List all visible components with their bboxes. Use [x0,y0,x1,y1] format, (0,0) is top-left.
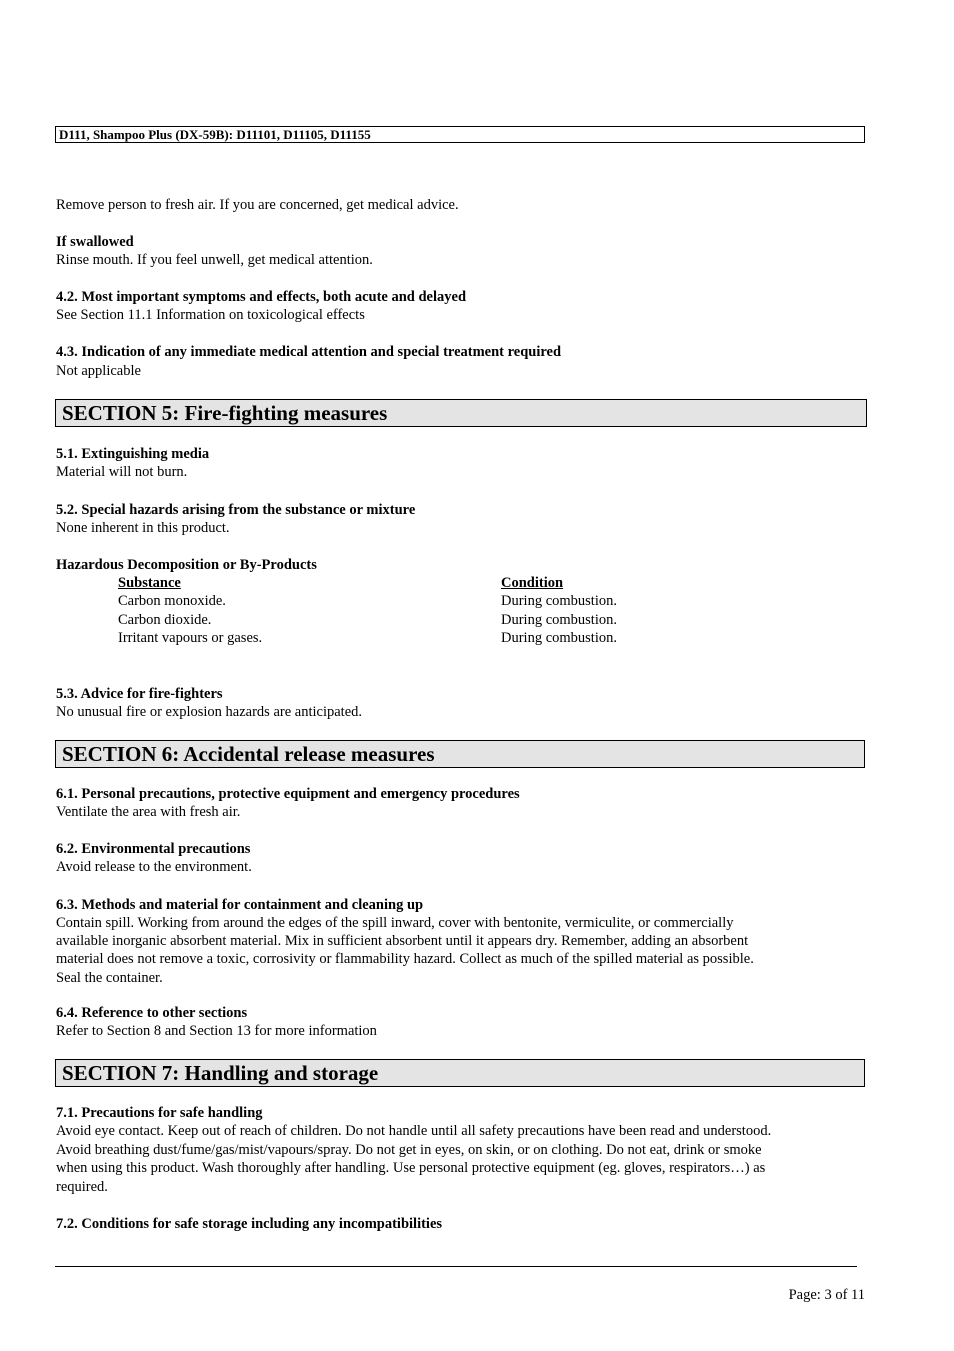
s4-3-heading: 4.3. Indication of any immediate medical attention and special treatment required [56,344,562,360]
s6-2-heading: 6.2. Environmental precautions [56,841,251,857]
table-row-substance: Carbon dioxide. [118,612,212,628]
section-5-title: SECTION 5: Fire-fighting measures [55,399,867,427]
s5-1-text: Material will not burn. [56,464,188,480]
footer-divider [55,1266,857,1267]
section-6-title: SECTION 6: Accidental release measures [55,740,865,768]
s7-1-line-3: when using this product. Wash thoroughly after handling. Use personal protective equipment (eg. gloves, respirators…) as [56,1160,766,1176]
s4-3-text: Not applicable [56,363,141,379]
s5-3-heading: 5.3. Advice for fire-fighters [56,686,223,702]
s7-2-heading: 7.2. Conditions for safe storage including any incompatibilities [56,1216,443,1232]
s7-1-heading: 7.1. Precautions for safe handling [56,1105,263,1121]
s6-3-line-3: material does not remove a toxic, corrosivity or flammability hazard. Collect as much of the spilled material as possible. [56,951,754,967]
s5-1-heading: 5.1. Extinguishing media [56,446,210,462]
s6-3-line-4: Seal the container. [56,970,163,986]
s4-2-text: See Section 11.1 Information on toxicological effects [56,307,365,323]
s6-4-heading: 6.4. Reference to other sections [56,1005,248,1021]
s6-3-line-2: available inorganic absorbent material. Mix in sufficient absorbent until it appears dry. Remember, adding an absorbent [56,933,749,949]
table-row-condition: During combustion. [501,612,617,628]
s6-1-text: Ventilate the area with fresh air. [56,804,241,820]
table-row-condition: During combustion. [501,593,617,609]
s4-2-heading: 4.2. Most important symptoms and effects, both acute and delayed [56,289,467,305]
swallowed-heading: If swallowed [56,234,134,250]
page-number: Page: 3 of 11 [788,1287,865,1303]
document-header: D111, Shampoo Plus (DX-59B): D11101, D11105, D11155 [55,126,865,143]
table-row-condition: During combustion. [501,630,617,646]
section-7-title: SECTION 7: Handling and storage [55,1059,865,1087]
s5-2-text: None inherent in this product. [56,520,230,536]
s5-3-text: No unusual fire or explosion hazards are anticipated. [56,704,363,720]
s6-1-heading: 6.1. Personal precautions, protective equipment and emergency procedures [56,786,520,802]
col-header-condition: Condition [501,575,564,591]
col-header-substance: Substance [118,575,181,591]
s6-3-heading: 6.3. Methods and material for containment and cleaning up [56,897,424,913]
s6-2-text: Avoid release to the environment. [56,859,252,875]
s7-1-line-1: Avoid eye contact. Keep out of reach of children. Do not handle until all safety precautions have been read and understood. [56,1123,772,1139]
s7-1-line-2: Avoid breathing dust/fume/gas/mist/vapours/spray. Do not get in eyes, on skin, or on clothing. Do not eat, drink or smoke [56,1142,762,1158]
table-row-substance: Irritant vapours or gases. [118,630,263,646]
s6-3-line-1: Contain spill. Working from around the edges of the spill inward, cover with bentonite, vermiculite, or commercially [56,915,734,931]
swallowed-text: Rinse mouth. If you feel unwell, get medical attention. [56,252,373,268]
hazardous-heading: Hazardous Decomposition or By-Products [56,557,317,573]
table-row-substance: Carbon monoxide. [118,593,226,609]
s6-4-text: Refer to Section 8 and Section 13 for more information [56,1023,377,1039]
inhalation-text: Remove person to fresh air. If you are concerned, get medical advice. [56,197,459,213]
s7-1-line-4: required. [56,1179,108,1195]
s5-2-heading: 5.2. Special hazards arising from the substance or mixture [56,502,416,518]
